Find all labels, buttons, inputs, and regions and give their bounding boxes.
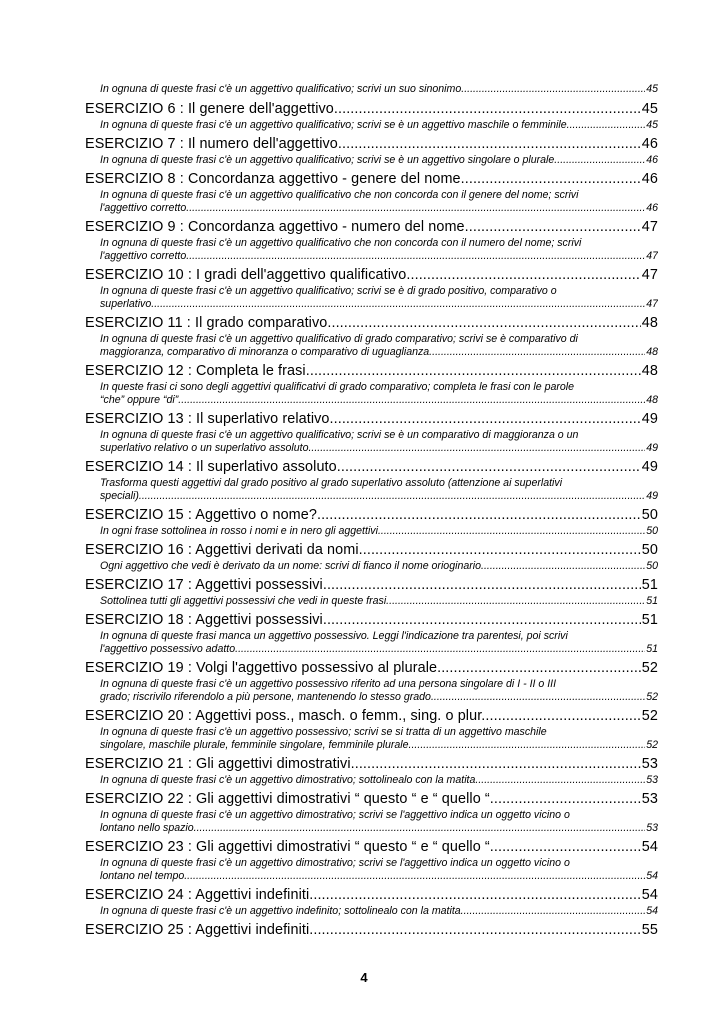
toc-entry[interactable] [85, 506, 658, 538]
toc-entry-heading[interactable] [85, 218, 658, 237]
dot-leader [317, 506, 641, 525]
toc-subentry [100, 857, 658, 883]
subentry-page: 45 [646, 83, 658, 95]
toc-entry-heading[interactable] [85, 170, 658, 189]
dot-leader [313, 886, 640, 905]
toc-entry[interactable] [85, 170, 658, 215]
dot-leader [337, 458, 641, 477]
subentry-text: superlativo relativo o un superlativo assoluto. [100, 442, 312, 454]
entry-title: ESERCIZIO 11 : Il grado comparativo [85, 315, 328, 331]
toc-entry[interactable] [85, 410, 658, 455]
subentry-text-line1: In ognuna di queste frasi c'è un aggettivo possessivo; scrivi se si tratta di un aggettivo maschile [100, 726, 547, 738]
entry-page: 50 [641, 542, 658, 558]
dot-leader [441, 659, 641, 678]
entry-page: 49 [641, 411, 658, 427]
toc-entry-heading[interactable] [85, 838, 658, 857]
toc-entry[interactable] [85, 458, 658, 503]
subentry-page: 53 [646, 822, 658, 834]
toc-entry-heading[interactable] [85, 886, 658, 905]
subentry-text-line1: In ognuna di queste frasi c'è un aggettivo possessivo riferito ad una persona singolare di I - II o III [100, 678, 557, 690]
toc-subentry [100, 560, 658, 573]
toc-entry[interactable] [85, 611, 658, 656]
dot-leader [464, 83, 645, 96]
subentry-text: superlativo. [100, 298, 155, 310]
entry-title: ESERCIZIO 17 : Aggettivi possessivi. [85, 577, 327, 593]
subentry-page: 47 [646, 298, 658, 310]
toc-entry[interactable] [85, 218, 658, 263]
subentry-text: maggioranza, comparativo di minoranza o comparativo di uguaglianza. [100, 346, 433, 358]
toc-entry[interactable] [85, 541, 658, 573]
toc-entry[interactable] [85, 576, 658, 608]
subentry-text-line1: In ognuna di queste frasi c'è un aggettivo dimostrativo; scrivi se l'aggettivo indica un oggetto vicino o [100, 857, 570, 869]
subentry-text: Sottolinea tutti gli aggettivi possessivi che vedi in queste frasi. [100, 595, 390, 607]
toc-subentry [100, 285, 658, 311]
toc-entries [85, 100, 658, 940]
dot-leader [464, 905, 646, 918]
dot-leader [485, 707, 640, 726]
subentry-page: 48 [646, 394, 658, 406]
toc-entry-heading[interactable] [85, 755, 658, 774]
dot-leader [411, 739, 645, 752]
toc-entry[interactable] [85, 921, 658, 940]
entry-title: ESERCIZIO 20 : Aggettivi poss., masch. o femm., sing. o plur. [85, 708, 486, 724]
toc-subentry [100, 774, 658, 787]
subentry-page: 48 [646, 346, 658, 358]
toc-entry-heading[interactable] [85, 266, 658, 285]
toc-entry-heading[interactable] [85, 314, 658, 333]
dot-leader [389, 595, 645, 608]
toc-subentry [100, 429, 658, 455]
dot-leader [327, 314, 640, 333]
toc-subentry [100, 189, 658, 215]
entry-title: ESERCIZIO 16 : Aggettivi derivati da nomi. [85, 542, 363, 558]
subentry-text-line1: In ognuna di queste frasi c'è un aggettivo qualificativo che non concorda con il numero del nome; scrivi [100, 237, 582, 249]
subentry-page: 47 [646, 250, 658, 262]
toc-entry-heading[interactable] [85, 541, 658, 560]
dot-leader [189, 250, 645, 263]
toc-subentry [100, 477, 658, 503]
entry-title: ESERCIZIO 8 : Concordanza aggettivo - genere del nome. [85, 171, 465, 187]
subentry-page: 46 [646, 202, 658, 214]
dot-leader [334, 410, 641, 429]
entry-page: 51 [641, 612, 658, 628]
subentry-page: 50 [646, 525, 658, 537]
subentry-text: Ogni aggettivo che vedi è derivato da un nome: scrivi di fianco il nome orioginario. [100, 560, 484, 572]
dot-leader [238, 643, 645, 656]
dot-leader [327, 611, 641, 630]
entry-page: 48 [641, 315, 658, 331]
toc-entry[interactable] [85, 790, 658, 835]
dot-leader [484, 560, 645, 573]
toc-entry-heading[interactable] [85, 410, 658, 429]
page-number: 4 [360, 970, 368, 985]
entry-title: ESERCIZIO 24 : Aggettivi indefiniti. [85, 887, 314, 903]
toc-subentry [100, 595, 658, 608]
dot-leader [311, 442, 645, 455]
subentry-page: 54 [646, 870, 658, 882]
entry-page: 52 [641, 708, 658, 724]
entry-title: ESERCIZIO 12 : Completa le frasi. [85, 363, 310, 379]
toc-entry[interactable] [85, 886, 658, 918]
toc-entry-heading[interactable] [85, 790, 658, 809]
toc-entry-heading[interactable] [85, 135, 658, 154]
toc-subentry [100, 381, 658, 407]
toc-entry[interactable] [85, 362, 658, 407]
subentry-text: singolare, maschile plurale, femminile singolare, femminile plurale. [100, 739, 412, 751]
subentry-text: “che” oppure “di”. [100, 394, 182, 406]
entry-title: ESERCIZIO 21 : Gli aggettivi dimostrativi. [85, 756, 355, 772]
toc-subentry [100, 630, 658, 656]
dot-leader [342, 135, 641, 154]
subentry-text: In ogni frase sottolinea in rosso i nomi e in nero gli aggettivi. [100, 525, 381, 537]
dot-leader [478, 774, 645, 787]
dot-leader [570, 119, 646, 132]
subentry-text-line1: In ognuna di queste frasi c'è un aggettivo qualificativo; scrivi se è di grado positivo, comparativo o [100, 285, 557, 297]
entry-title: ESERCIZIO 13 : Il superlativo relativo. [85, 411, 334, 427]
toc-subentry [100, 119, 658, 132]
subentry-page: 49 [646, 490, 658, 502]
entry-title: ESERCIZIO 10 : I gradi dell'aggettivo qualificativo [85, 267, 407, 283]
subentry-text: l'aggettivo corretto. [100, 202, 190, 214]
entry-page: 55 [641, 922, 658, 938]
entry-page: 50 [641, 507, 658, 523]
toc-subentry [100, 525, 658, 538]
subentry-page: 54 [646, 905, 658, 917]
dot-leader [406, 266, 640, 285]
table-of-contents [85, 83, 658, 943]
entry-page: 52 [641, 660, 658, 676]
dot-leader [363, 541, 641, 560]
toc-subentry [100, 905, 658, 918]
subentry-page: 50 [646, 560, 658, 572]
entry-page: 54 [641, 839, 658, 855]
subentry-text: In ognuna di queste frasi c'è un aggettivo qualificativo; scrivi se è un aggettivo singolare o plurale. [100, 154, 558, 166]
entry-page: 46 [641, 171, 658, 187]
subentry-text: In ognuna di queste frasi c'è un aggettivo dimostrativo; sottolinealo con la matita. [100, 774, 479, 786]
subentry-text-line1: Trasforma questi aggettivi dal grado positivo al grado superlativo assoluto (attenzione ai superlativi [100, 477, 563, 489]
toc-entry-heading[interactable] [85, 458, 658, 477]
toc-entry[interactable] [85, 135, 658, 167]
toc-subentry [100, 809, 658, 835]
toc-entry-heading[interactable] [85, 921, 658, 940]
toc-entry-heading[interactable] [85, 611, 658, 630]
dot-leader [557, 154, 645, 167]
subentry-text: lontano nel tempo. [100, 870, 188, 882]
toc-subentry [100, 83, 658, 96]
subentry-text: l'aggettivo corretto. [100, 250, 190, 262]
toc-entry-heading[interactable] [85, 576, 658, 595]
entry-page: 48 [641, 363, 658, 379]
toc-entry-heading[interactable] [85, 362, 658, 381]
dot-leader [187, 870, 645, 883]
dot-leader [469, 218, 641, 237]
subentry-page: 49 [646, 442, 658, 454]
subentry-page: 52 [646, 739, 658, 751]
dot-leader [381, 525, 645, 538]
dot-leader [434, 691, 645, 704]
toc-entry-heading[interactable] [85, 506, 658, 525]
entry-title: ESERCIZIO 14 : Il superlativo assoluto [85, 459, 337, 475]
dot-leader [142, 490, 645, 503]
entry-page: 47 [641, 267, 658, 283]
entry-page: 45 [641, 101, 658, 117]
entry-title: ESERCIZIO 15 : Aggettivo o nome? [85, 507, 317, 523]
entry-page: 51 [641, 577, 658, 593]
entry-title: ESERCIZIO 22 : Gli aggettivi dimostrativi “ questo “ e “ quello “. [85, 791, 494, 807]
subentry-text: speciali). [100, 490, 142, 502]
entry-page: 47 [641, 219, 658, 235]
entry-title: ESERCIZIO 6 : Il genere dell'aggettivo. [85, 101, 339, 117]
toc-entry-heading[interactable] [85, 659, 658, 678]
dot-leader [154, 298, 645, 311]
toc-entry-heading[interactable] [85, 707, 658, 726]
subentry-text-line1: In ognuna di queste frasi manca un aggettivo possessivo. Leggi l'indicazione tra parentesi, poi scrivi [100, 630, 568, 642]
dot-leader [355, 755, 641, 774]
dot-leader [181, 394, 645, 407]
entry-title: ESERCIZIO 7 : Il numero dell'aggettivo. [85, 136, 342, 152]
entry-title: ESERCIZIO 19 : Volgi l'aggettivo possessivo al plurale. [85, 660, 442, 676]
entry-title: ESERCIZIO 9 : Concordanza aggettivo - numero del nome. [85, 219, 469, 235]
subentry-text: In ognuna di queste frasi c'è un aggettivo qualificativo; scrivi se è un aggettivo maschile o femminile. [100, 119, 570, 131]
toc-subentry [100, 154, 658, 167]
subentry-text-line1: In queste frasi ci sono degli aggettivi qualificativi di grado comparativo; completa le frasi con le parole [100, 381, 575, 393]
subentry-page: 52 [646, 691, 658, 703]
toc-entry[interactable] [85, 707, 658, 752]
subentry-text: In ognuna di queste frasi c'è un aggettivo qualificativo; scrivi un suo sinonimo. [100, 83, 465, 95]
entry-title: ESERCIZIO 23 : Gli aggettivi dimostrativi “ questo “ e “ quello “. [85, 839, 494, 855]
dot-leader [338, 100, 641, 119]
dot-leader [197, 822, 646, 835]
entry-page: 53 [641, 756, 658, 772]
subentry-text: l'aggettivo possessivo adatto. [100, 643, 239, 655]
entry-page: 54 [641, 887, 658, 903]
subentry-text-line1: In ognuna di queste frasi c'è un aggettivo dimostrativo; scrivi se l'aggettivo indica un oggetto vicino o [100, 809, 570, 821]
dot-leader [494, 838, 641, 857]
dot-leader [310, 362, 641, 381]
subentry-text-line1: In ognuna di queste frasi c'è un aggettivo qualificativo di grado comparativo; scrivi se è comparativo di [100, 333, 578, 345]
toc-entry[interactable] [85, 266, 658, 311]
dot-leader [465, 170, 641, 189]
toc-entry[interactable] [85, 100, 658, 132]
toc-subentry [100, 726, 658, 752]
entry-title: ESERCIZIO 25 : Aggettivi indefiniti. [85, 922, 314, 938]
entry-page: 53 [641, 791, 658, 807]
subentry-text: lontano nello spazio. [100, 822, 197, 834]
toc-entry[interactable] [85, 659, 658, 704]
subentry-text-line1: In ognuna di queste frasi c'è un aggettivo qualificativo; scrivi se è un comparativo di maggioranza o un [100, 429, 579, 441]
toc-entry[interactable] [85, 838, 658, 883]
entry-page: 46 [641, 136, 658, 152]
subentry-page: 45 [646, 119, 658, 131]
toc-entry[interactable] [85, 755, 658, 787]
dot-leader [432, 346, 645, 359]
dot-leader [189, 202, 645, 215]
toc-subentry [100, 237, 658, 263]
toc-entry[interactable] [85, 314, 658, 359]
entry-title: ESERCIZIO 18 : Aggettivi possessivi. [85, 612, 327, 628]
dot-leader [313, 921, 640, 940]
subentry-page: 51 [646, 643, 658, 655]
subentry-text: grado; riscrivilo riferendolo a più persone, mantenendo lo stesso grado. [100, 691, 434, 703]
dot-leader [327, 576, 641, 595]
toc-subentry [100, 678, 658, 704]
subentry-text-line1: In ognuna di queste frasi c'è un aggettivo qualificativo che non concorda con il genere del nome; scrivi [100, 189, 579, 201]
subentry-page: 53 [646, 774, 658, 786]
subentry-page: 51 [646, 595, 658, 607]
subentry-text: In ognuna di queste frasi c'è un aggettivo indefinito; sottolinealo con la matita. [100, 905, 464, 917]
dot-leader [494, 790, 641, 809]
subentry-page: 46 [646, 154, 658, 166]
toc-entry-heading[interactable] [85, 100, 658, 119]
entry-page: 49 [641, 459, 658, 475]
toc-subentry [100, 333, 658, 359]
